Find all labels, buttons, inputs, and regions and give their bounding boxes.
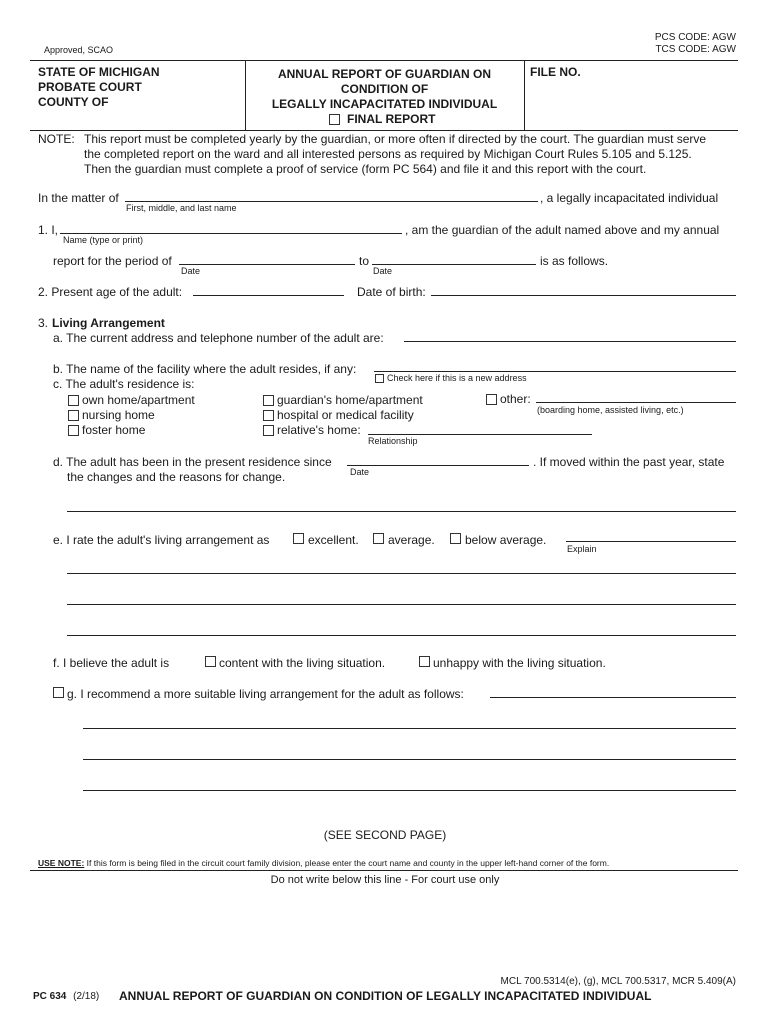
new-address-label: Check here if this is a new address <box>387 373 527 383</box>
form-footer <box>33 991 99 1002</box>
note-label: NOTE: <box>38 132 75 146</box>
pcs-code: PCS CODE: AGW <box>654 32 736 43</box>
header-bottom-rule <box>30 130 738 131</box>
form-date: (2/18) <box>73 991 100 1002</box>
content-checkbox[interactable] <box>205 656 216 667</box>
recommend-input-4[interactable] <box>85 777 734 791</box>
item-3b-text: b. The name of the facility where the adult resides, if any: <box>53 362 357 376</box>
form-number: PC 634 <box>33 991 67 1002</box>
court-label: PROBATE COURT <box>38 80 142 94</box>
item-3a-text: a. The current address and telephone number of the adult are: <box>53 331 384 345</box>
relationship-input[interactable] <box>370 421 590 435</box>
note-line-3: Then the guardian must complete a proof of service (form PC 564) and file it and this report with the court. <box>84 162 647 176</box>
guardian-home-label: guardian's home/apartment <box>277 393 423 407</box>
item-3c-text: c. The adult's residence is: <box>53 377 195 391</box>
header-divider-right <box>524 60 525 130</box>
relationship-caption: Relationship <box>368 436 418 446</box>
address-input[interactable] <box>406 328 734 342</box>
relative-home-checkbox[interactable] <box>263 425 274 436</box>
court-use-rule <box>30 870 738 871</box>
period-end-caption: Date <box>373 266 393 276</box>
form-title-line3: LEGALLY INCAPACITATED INDIVIDUAL <box>271 97 498 111</box>
period-start-input[interactable] <box>181 251 353 265</box>
average-checkbox[interactable] <box>373 533 384 544</box>
use-note-text: If this form is being filed in the circuit court family division, please enter the court name and county in the upper left-hand corner of the form. <box>86 858 610 868</box>
form-title-line1: ANNUAL REPORT OF GUARDIAN ON <box>277 67 492 81</box>
item-3d-line2: the changes and the reasons for change. <box>67 470 286 484</box>
use-note <box>38 858 609 868</box>
tcs-code: TCS CODE: AGW <box>655 44 736 55</box>
recommend-input-3[interactable] <box>85 746 734 760</box>
item-3f-text: f. I believe the adult is <box>53 656 170 670</box>
form-title-line2: CONDITION OF <box>340 82 429 96</box>
use-note-label: USE NOTE: <box>38 858 85 868</box>
final-report-label: FINAL REPORT <box>347 112 436 126</box>
period-prefix: report for the period of <box>53 254 172 268</box>
mcl-citation: MCL 700.5314(e), (g), MCL 700.5317, MCR 5.409(A) <box>500 976 736 987</box>
ward-name-caption: First, middle, and last name <box>126 203 237 213</box>
recommend-input-1[interactable] <box>492 684 734 698</box>
explain-input[interactable] <box>568 528 734 542</box>
dob-label: Date of birth: <box>357 285 426 299</box>
state-label: STATE OF MICHIGAN <box>38 65 160 79</box>
explain-input-2[interactable] <box>69 560 734 574</box>
excellent-label: excellent. <box>308 533 359 547</box>
guardian-home-checkbox[interactable] <box>263 395 274 406</box>
footer-form-title: ANNUAL REPORT OF GUARDIAN ON CONDITION OF LEGALLY INCAPACITATED INDIVIDUAL <box>119 989 652 1003</box>
note-line-1: This report must be completed yearly by the guardian, or more often if directed by the court. The guardian must serve <box>84 132 707 146</box>
county-label: COUNTY OF <box>38 95 109 109</box>
item-3d-suffix: . If moved within the past year, state <box>533 455 725 469</box>
content-label: content with the living situation. <box>219 656 386 670</box>
nursing-home-checkbox[interactable] <box>68 410 79 421</box>
residence-date-input[interactable] <box>349 452 527 466</box>
below-average-checkbox[interactable] <box>450 533 461 544</box>
relative-home-label: relative's home: <box>277 423 361 437</box>
explain-caption: Explain <box>567 544 597 554</box>
hospital-label: hospital or medical facility <box>277 408 414 422</box>
nursing-home-label: nursing home <box>82 408 155 422</box>
explain-input-4[interactable] <box>69 622 734 636</box>
residence-date-caption: Date <box>350 467 370 477</box>
below-average-label: below average. <box>465 533 547 547</box>
other-label: other: <box>500 392 531 406</box>
period-suffix: is as follows. <box>540 254 609 268</box>
matter-suffix: , a legally incapacitated individual <box>540 191 719 205</box>
excellent-checkbox[interactable] <box>293 533 304 544</box>
item-1-label: 1. I, <box>38 223 59 237</box>
other-input[interactable] <box>538 389 734 403</box>
other-checkbox[interactable] <box>486 394 497 405</box>
own-home-checkbox[interactable] <box>68 395 79 406</box>
new-address-checkbox[interactable] <box>375 374 384 383</box>
final-report-checkbox[interactable] <box>329 114 340 125</box>
age-label: 2. Present age of the adult: <box>38 285 183 299</box>
item-3e-text: e. I rate the adult's living arrangement as <box>53 533 270 547</box>
foster-home-label: foster home <box>82 423 146 437</box>
hospital-checkbox[interactable] <box>263 410 274 421</box>
file-no-label: FILE NO. <box>530 65 581 79</box>
recommend-input-2[interactable] <box>85 715 734 729</box>
dob-input[interactable] <box>433 282 734 296</box>
item-3-number: 3. <box>38 316 49 330</box>
age-input[interactable] <box>195 282 342 296</box>
note-line-2: the completed report on the ward and all interested persons as required by Michigan Court Rules 5.105 and 5.125. <box>84 147 692 161</box>
other-caption: (boarding home, assisted living, etc.) <box>537 405 684 415</box>
living-arrangement-heading: Living Arrangement <box>52 316 165 330</box>
ward-name-input[interactable] <box>127 188 535 202</box>
unhappy-label: unhappy with the living situation. <box>433 656 606 670</box>
see-second-page: (SEE SECOND PAGE) <box>323 828 447 842</box>
recommend-checkbox[interactable] <box>53 687 64 698</box>
changes-input[interactable] <box>69 498 734 512</box>
period-start-caption: Date <box>181 266 201 276</box>
item-3d-text: d. The adult has been in the present residence since <box>53 455 332 469</box>
average-label: average. <box>388 533 435 547</box>
matter-prefix: In the matter of <box>38 191 119 205</box>
item-1-text: , am the guardian of the adult named above and my annual <box>405 223 720 237</box>
facility-input[interactable] <box>376 358 734 372</box>
court-use-text: Do not write below this line - For court use only <box>270 874 500 886</box>
own-home-label: own home/apartment <box>82 393 195 407</box>
header-top-rule <box>30 60 738 61</box>
approval-text: Approved, SCAO <box>44 45 114 55</box>
foster-home-checkbox[interactable] <box>68 425 79 436</box>
guardian-name-caption: Name (type or print) <box>63 235 144 245</box>
explain-input-3[interactable] <box>69 591 734 605</box>
item-3g-text: g. I recommend a more suitable living arrangement for the adult as follows: <box>67 687 464 701</box>
unhappy-checkbox[interactable] <box>419 656 430 667</box>
period-to: to <box>359 254 370 268</box>
period-end-input[interactable] <box>374 251 534 265</box>
guardian-name-input[interactable] <box>62 220 400 234</box>
